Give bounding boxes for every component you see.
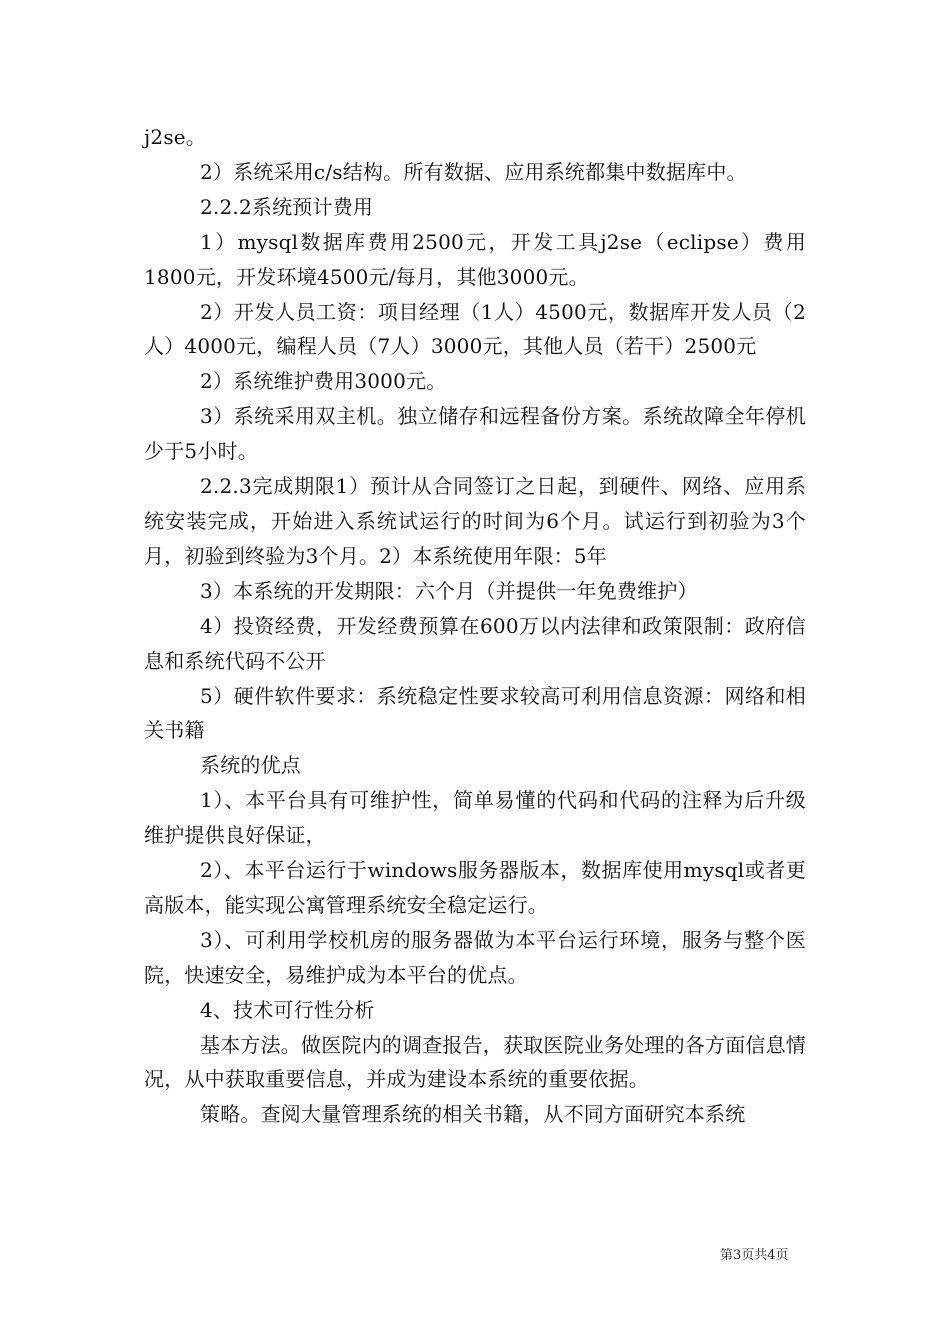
paragraph-6: 2）系统维护费用3000元。 bbox=[200, 369, 447, 394]
paragraph-18: 策略。查阅大量管理系统的相关书籍，从不同方面研究本系统 bbox=[200, 1102, 746, 1127]
document-body bbox=[144, 120, 806, 1132]
paragraph-16: 4、技术可行性分析 bbox=[200, 997, 375, 1022]
paragraph-11: 5）硬件软件要求：系统稳定性要求较高可利用信息资源：网络和相关书籍 bbox=[144, 683, 806, 743]
paragraph-2: 2）系统采用c/s结构。所有数据、应用系统都集中数据库中。 bbox=[200, 159, 747, 184]
paragraph-3: 2.2.2系统预计费用 bbox=[200, 194, 374, 219]
paragraph-5: 2）开发人员工资：项目经理（1人）4500元，数据库开发人员（2人）4000元，编程人员（7人）3000元，其他人员（若干）2500元 bbox=[144, 299, 806, 359]
paragraph-17: 基本方法。做医院内的调查报告，获取医院业务处理的各方面信息情况，从中获取重要信息，并成为建设本系统的重要依据。 bbox=[144, 1032, 806, 1092]
paragraph-9: 3）本系统的开发期限：六个月（并提供一年免费维护） bbox=[200, 578, 698, 603]
page-number-footer: 第3页共4页 bbox=[720, 1248, 789, 1263]
paragraph-12: 系统的优点 bbox=[200, 753, 301, 778]
paragraph-15: 3）、可利用学校机房的服务器做为本平台运行环境，服务与整个医院，快速安全，易维护成为本平台的优点。 bbox=[144, 927, 806, 987]
paragraph-8: 2.2.3完成期限1）预计从合同签订之日起，到硬件、网络、应用系统安装完成，开始进入系统试运行的时间为6个月。试运行到初验为3个月，初验到终验为3个月。2）本系统使用年限：5年 bbox=[144, 474, 806, 568]
paragraph-10: 4）投资经费，开发经费预算在600万以内法律和政策限制：政府信息和系统代码不公开 bbox=[144, 613, 806, 673]
paragraph-1: j2se。 bbox=[144, 125, 207, 149]
paragraph-14: 2）、本平台运行于windows服务器版本，数据库使用mysql或者更高版本，能实现公寓管理系统安全稳定运行。 bbox=[144, 858, 806, 917]
paragraph-7: 3）系统采用双主机。独立储存和远程备份方案。系统故障全年停机少于5小时。 bbox=[144, 404, 806, 464]
paragraph-4: 1）mysql数据库费用2500元，开发工具j2se（eclipse）费用1800元，开发环境4500元/每月，其他3000元。 bbox=[144, 229, 806, 289]
paragraph-13: 1）、本平台具有可维护性，简单易懂的代码和代码的注释为后升级维护提供良好保证， bbox=[144, 788, 806, 848]
